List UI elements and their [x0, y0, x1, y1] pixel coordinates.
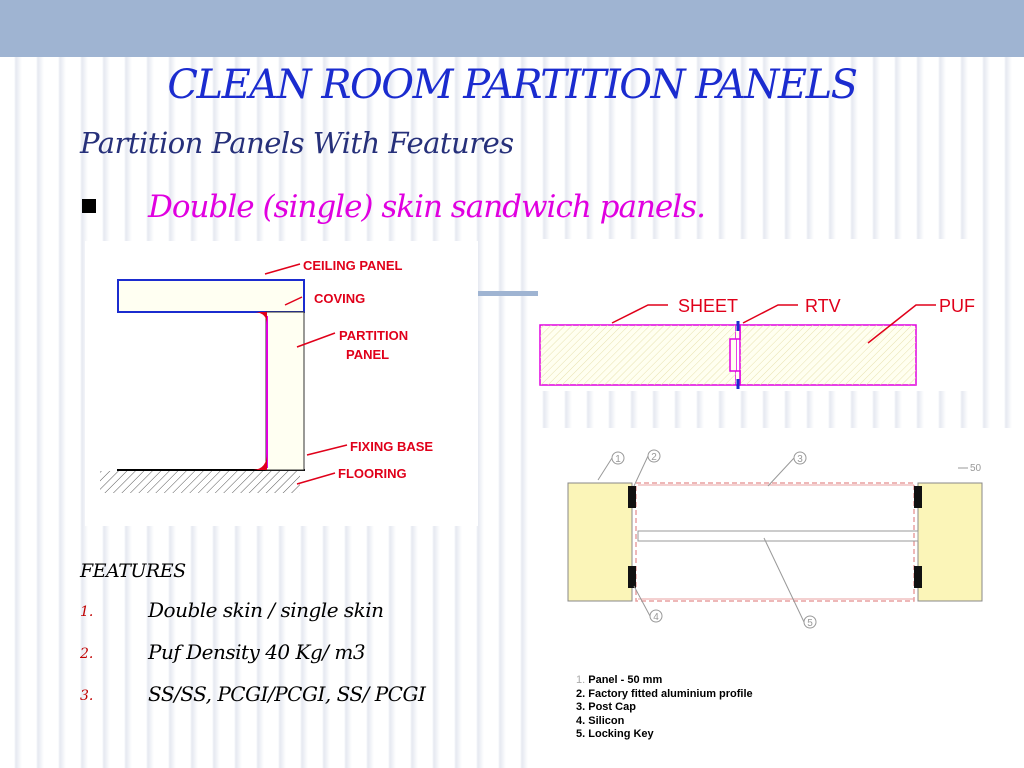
fixing-base — [253, 453, 267, 470]
profile-left-top — [628, 486, 636, 508]
legend — [576, 674, 753, 742]
coving — [255, 312, 267, 325]
callout-5: 5 — [807, 618, 813, 629]
label-fixing-base: FIXING BASE — [350, 439, 434, 454]
label-sheet: SHEET — [678, 296, 739, 316]
profile-right-top — [914, 486, 922, 508]
profile-right-bottom — [914, 566, 922, 588]
partition-detail-diagram — [85, 241, 478, 526]
post-cap — [636, 483, 914, 601]
label-partition: PARTITION — [339, 328, 409, 343]
bullet-square-icon — [82, 199, 96, 213]
connector-bar — [478, 291, 538, 296]
legend-item: 2. Factory fitted aluminium profile — [576, 687, 753, 700]
label-rtv: RTV — [805, 296, 841, 316]
label-puf: PUF — [939, 296, 975, 316]
label-flooring: FLOORING — [338, 466, 407, 481]
sandwich-panel-section-diagram — [538, 239, 981, 391]
partition-panel — [266, 312, 304, 470]
label-panel: PANEL — [346, 347, 390, 362]
panel-1-left — [568, 483, 632, 601]
slide-title: CLEAN ROOM PARTITION PANELS — [167, 62, 857, 108]
callout-2: 2 — [651, 452, 657, 463]
legend-item: 4. Silicon — [576, 714, 625, 727]
features-heading: FEATURES — [80, 560, 186, 582]
callout-1: 1 — [615, 454, 621, 465]
dimension-50: 50 — [970, 463, 982, 474]
bullet-text: Double (single) skin sandwich panels. — [148, 189, 705, 225]
callout-4: 4 — [653, 612, 659, 623]
legend-item: 5. Locking Key — [576, 728, 654, 740]
profile-left-bottom — [628, 566, 636, 588]
ceiling-panel — [118, 280, 304, 312]
top-banner — [0, 0, 1024, 57]
label-coving: COVING — [314, 291, 366, 306]
slide-subtitle: Partition Panels With Features — [80, 126, 514, 160]
label-ceiling-panel: CEILING PANEL — [303, 258, 403, 273]
legend-item: 1. Panel - 50 mm — [576, 674, 663, 686]
floor-hatch — [100, 471, 300, 493]
callout-3: 3 — [797, 454, 803, 465]
legend-item: 3. Post Cap — [576, 701, 636, 713]
panel-1-right — [918, 483, 982, 601]
